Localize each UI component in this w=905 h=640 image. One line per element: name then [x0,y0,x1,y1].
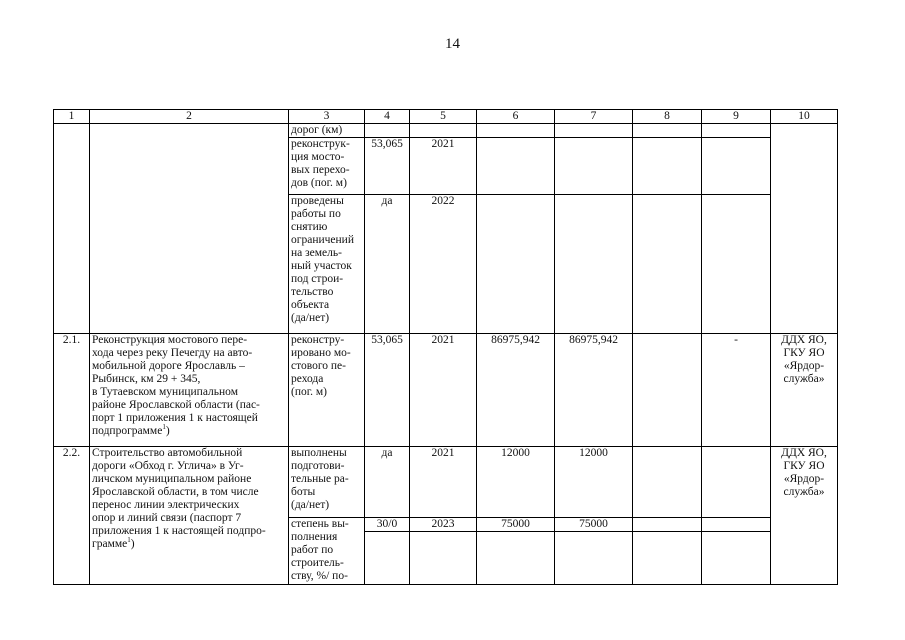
row-number: 2.2. [54,447,90,585]
cell-empty [477,124,555,138]
indicator-cell: проведены работы по снятию ограничений на земель- ный участок под строи- тельство объекта (да/нет) [289,195,365,334]
program-table [53,109,838,585]
cell-empty [633,334,702,447]
header-col-3: 3 [289,110,365,124]
header-col-9: 9 [702,110,771,124]
header-col-7: 7 [555,110,633,124]
indicator-cell: степень вы- полнения работ по строитель- ству, %/ по- [289,518,365,585]
funding-col-7: 12000 [555,447,633,518]
funding-col-7: 75000 [555,518,633,532]
page-number: 14 [445,36,460,52]
header-col-2: 2 [90,110,289,124]
table-row [54,334,838,447]
cell-empty [633,138,702,195]
year-cell: 2023 [410,518,477,532]
cell-empty [555,532,633,585]
row-number: 2.1. [54,334,90,447]
cell-empty [633,532,702,585]
header-row [54,110,838,124]
indicator-cell: выполнены подготови- тельные ра- боты (да/нет) [289,447,365,518]
cell-empty [555,195,633,334]
table-row [54,447,838,518]
cell-empty [477,195,555,334]
cell-empty [410,124,477,138]
measure-name: Строительство автомобильной дороги «Обход г. Углича» в Уг- личском муниципальном районе Ярославской области, в том числе перенос линии электрических опор и линий связи (паспорт 7 приложения 1 к настоящей подпро- грамме$^1$) [90,447,289,585]
indicator-cell: дорог (км) [289,124,365,138]
table-row [54,124,838,138]
cell-empty [633,447,702,518]
cell-empty [702,124,771,138]
footnote-mark: 1 [127,536,131,545]
value-cell: 30/0 [365,518,410,532]
header-col-6: 6 [477,110,555,124]
cell-empty [365,532,410,585]
year-cell: 2021 [410,447,477,518]
indicator-cell: реконструк- ция мосто- вых перехо- дов (пог. м) [289,138,365,195]
cell-empty [555,124,633,138]
cell-empty [702,447,771,518]
cell-empty [633,195,702,334]
header-col-4: 4 [365,110,410,124]
funding-total: 86975,942 [477,334,555,447]
value-cell: да [365,195,410,334]
cell-empty [54,124,90,334]
cell-empty [410,532,477,585]
cell-empty [90,124,289,334]
cell-empty [771,124,838,334]
executor-cell: ДДХ ЯО, ГКУ ЯО «Ярдор- служба» [771,334,838,447]
year-cell: 2021 [410,138,477,195]
cell-empty [702,195,771,334]
year-cell: 2021 [410,334,477,447]
executor-cell: ДДХ ЯО, ГКУ ЯО «Ярдор- служба» [771,447,838,585]
value-cell: 53,065 [365,334,410,447]
cell-empty [365,124,410,138]
funding-col-7: 86975,942 [555,334,633,447]
value-cell: 53,065 [365,138,410,195]
cell-empty [555,138,633,195]
header-col-8: 8 [633,110,702,124]
funding-total: 75000 [477,518,555,532]
indicator-cell: реконстру- ировано мо- стового пе- рехода (пог. м) [289,334,365,447]
cell-empty [633,124,702,138]
header-col-5: 5 [410,110,477,124]
funding-col-9: - [702,334,771,447]
cell-empty [702,532,771,585]
cell-empty [477,138,555,195]
header-col-10: 10 [771,110,838,124]
value-cell: да [365,447,410,518]
year-cell: 2022 [410,195,477,334]
cell-empty [702,518,771,532]
cell-empty [702,138,771,195]
funding-total: 12000 [477,447,555,518]
footnote-mark: 1 [162,423,166,432]
header-col-1: 1 [54,110,90,124]
measure-name: Реконструкция мостового пере- хода через реку Печегду на авто- мобильной дороге Ярославль – Рыбинск, км 29 + 345, в Тутаевском муниципальном районе Ярославской области (пас- порт 1 приложения 1 к настоящей подпрограмме$^1$) [90,334,289,447]
cell-empty [477,532,555,585]
cell-empty [633,518,702,532]
